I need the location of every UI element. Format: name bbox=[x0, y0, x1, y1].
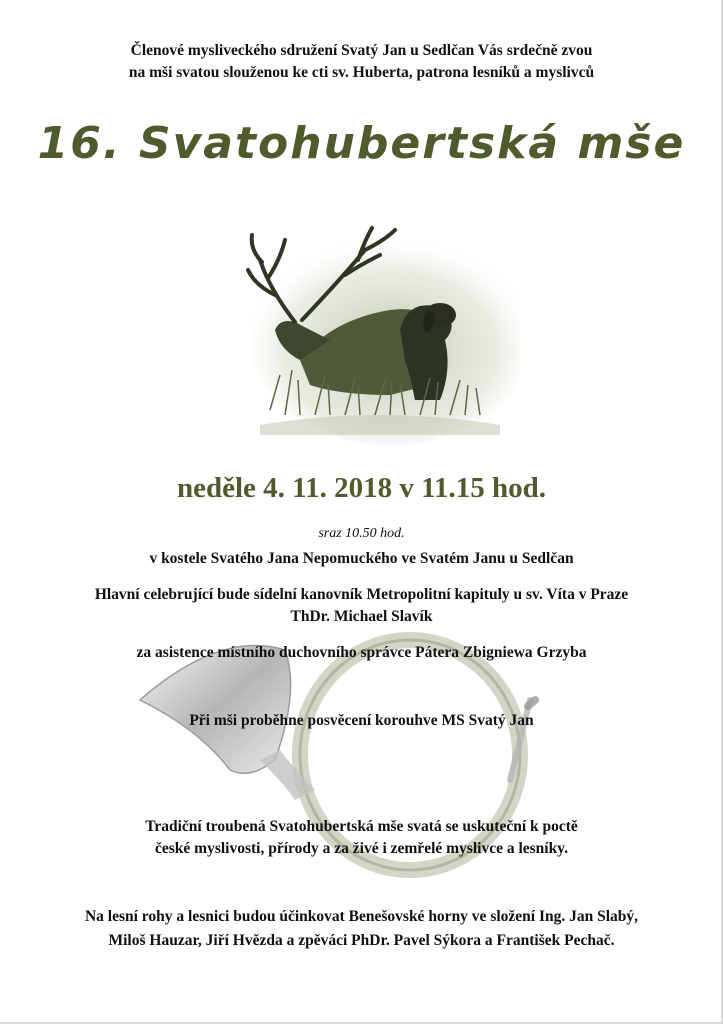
invitation-line-2: na mši svatou slouženou ke cti sv. Huberta, patrona lesníků a myslivců bbox=[128, 64, 595, 81]
stag-and-dog-illustration bbox=[240, 210, 520, 450]
performers-line-1: Na lesní rohy a lesnici budou účinkovat Benešovské horny ve složení Ing. Jan Slabý, bbox=[84, 908, 639, 925]
event-location: v kostele Svatého Jana Nepomuckého ve Svatém Janu u Sedlčan bbox=[149, 550, 574, 567]
tradition-line-2: české myslivosti, přírody a za živé i zemřelé myslivce a lesníky. bbox=[155, 840, 568, 857]
invitation-line-1: Členové mysliveckého sdružení Svatý Jan u Sedlčan Vás srdečně zvou bbox=[130, 42, 593, 59]
celebrant-line-2: ThDr. Michael Slavík bbox=[290, 608, 433, 625]
assistance-line: za asistence místního duchovního správce Pátera Zbigniewa Grzyba bbox=[136, 644, 587, 661]
tradition-line-1: Tradiční troubená Svatohubertská mše svatá se uskuteční k poctě bbox=[145, 818, 578, 835]
poster-title: 16. Svatohubertská mše bbox=[37, 118, 686, 169]
performers-line-2: Miloš Hauzar, Jiří Hvězda a zpěváci PhDr. Pavel Sýkora a František Pechač. bbox=[108, 932, 615, 949]
event-date: neděle 4. 11. 2018 v 11.15 hod. bbox=[177, 472, 546, 504]
celebrant-line-1: Hlavní celebrující bude sídelní kanovník Metropolitní kapituly u sv. Víta v Praze bbox=[94, 586, 629, 603]
meeting-time: sraz 10.50 hod. bbox=[318, 526, 405, 541]
blessing-line: Při mši proběhne posvěcení korouhve MS Svatý Jan bbox=[189, 712, 534, 729]
